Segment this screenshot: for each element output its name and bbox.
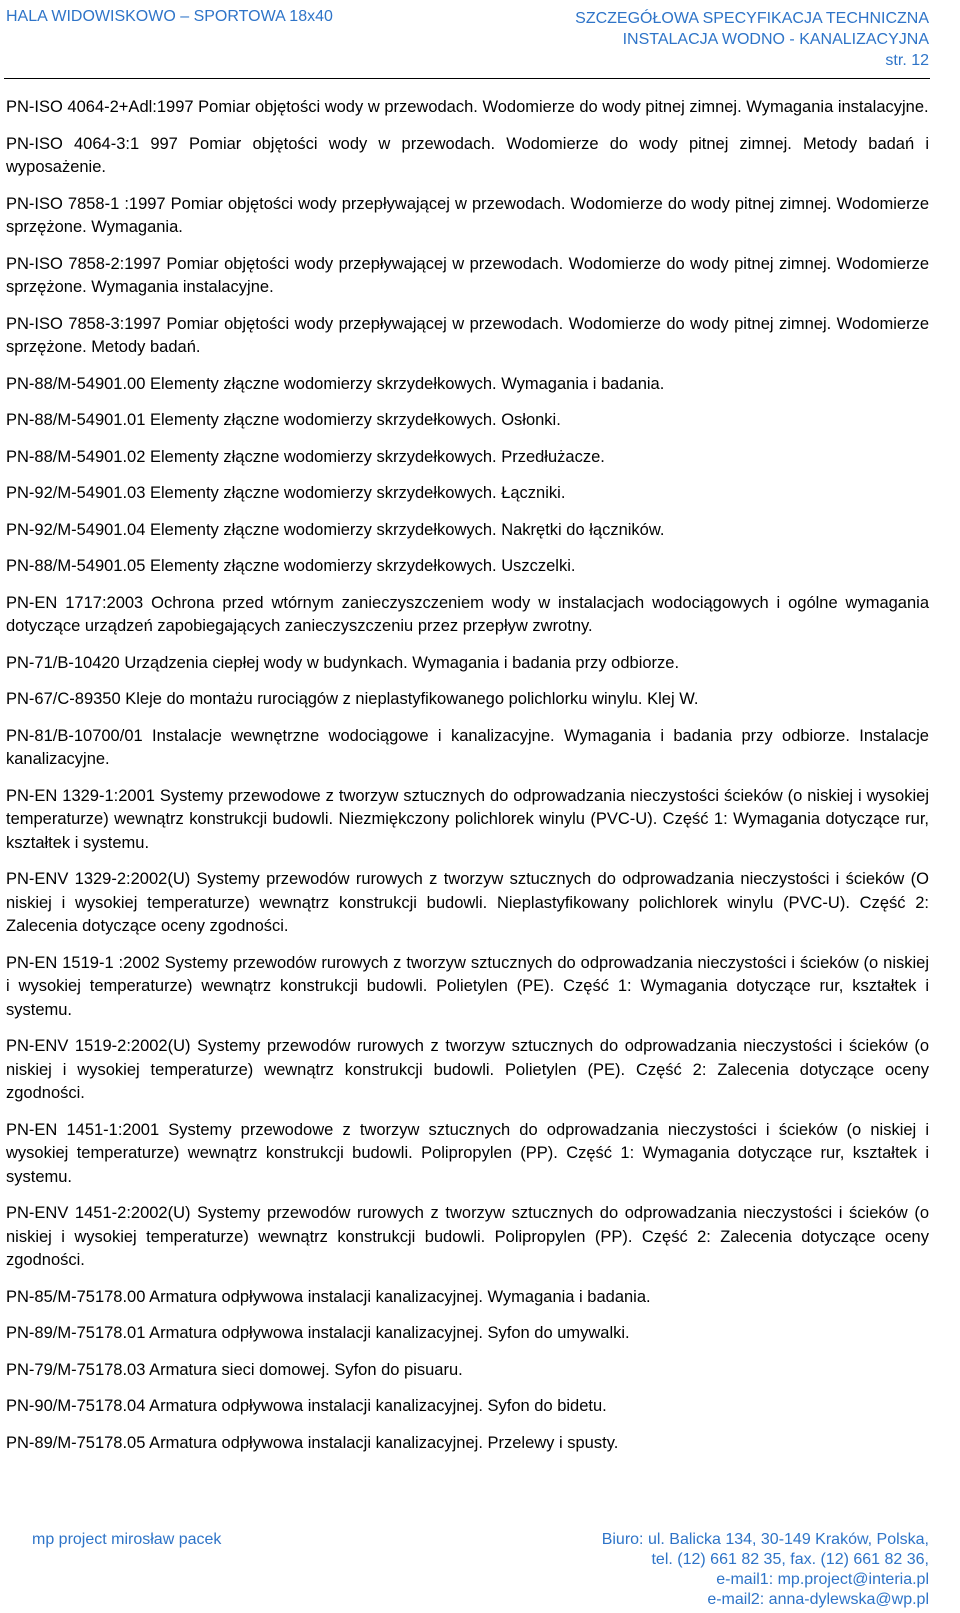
standard-entry: PN-89/M-75178.05 Armatura odpływowa instalacji kanalizacyjnej. Przelewy i spusty.	[6, 1433, 619, 1452]
standard-entry: PN-89/M-75178.01 Armatura odpływowa instalacji kanalizacyjnej. Syfon do umywalki.	[6, 1324, 630, 1342]
footer-address: Biuro: ul. Balicka 134, 30-149 Kraków, Polska,	[601, 1531, 929, 1548]
standard-entry: PN-EN 1717:2003 Ochrona przed wtórnym zanieczyszczeniem wody w instalacjach wodociągowych i ogólne wymagania dotyczące urządzeń zapobiegających zanieczyszczeniu przez przepływ zwrotny.	[6, 593, 929, 635]
standard-entry: PN-92/M-54901.03 Elementy złączne wodomierzy skrzydełkowych. Łączniki.	[6, 484, 566, 502]
standard-entry: PN-ISO 7858-3:1997 Pomiar objętości wody przepływającej w przewodach. Wodomierze do wody pitnej zimnej. Wodomierze sprzężone. Metody badań.	[6, 314, 929, 356]
standard-entry: PN-ISO 4064-2+Adl:1997 Pomiar objętości wody w przewodach. Wodomierze do wody pitnej zimnej. Wymagania instalacyjne.	[6, 98, 929, 116]
standard-entry: PN-71/B-10420 Urządzenia ciepłej wody w budynkach. Wymagania i badania przy odbiorze.	[6, 653, 680, 672]
footer-company-name: mp project mirosław pacek	[32, 1531, 222, 1548]
standard-entry: PN-ISO 7858-1 :1997 Pomiar objętości wody przepływającej w przewodach. Wodomierze do wody pitnej zimnej. Wodomierze sprzężone. Wymagania.	[6, 194, 929, 236]
header-spec-title: SZCZEGÓŁOWA SPECYFIKACJA TECHNICZNA	[575, 10, 929, 27]
footer-phone: tel. (12) 661 82 35, fax. (12) 661 82 36,	[651, 1551, 929, 1568]
standard-entry: PN-EN 1451-1:2001 Systemy przewodowe z tworzyw sztucznych do odprowadzania nieczystości i ścieków (o niskiej i wysokiej temperaturze) wewnątrz konstrukcji budowli. Polipropylen (PP). Część 1: Wymagania dotyczące rur, kształtek i systemu.	[6, 1120, 929, 1186]
standard-entry: PN-ISO 7858-2:1997 Pomiar objętości wody przepływającej w przewodach. Wodomierze do wody pitnej zimnej. Wodomierze sprzężone. Wymagania instalacyjne.	[6, 254, 929, 296]
header-project-title: HALA WIDOWISKOWO – SPORTOWA 18x40	[6, 8, 333, 25]
standard-entry: PN-92/M-54901.04 Elementy złączne wodomierzy skrzydełkowych. Nakrętki do łączników.	[6, 520, 665, 539]
standard-entry: PN-EN 1329-1:2001 Systemy przewodowe z tworzyw sztucznych do odprowadzania nieczystości ścieków (o niskiej i wysokiej temperaturze) wewnątrz konstrukcji budowli. Niezmiękczony polichlorek winylu (PVC-U). Część 1: Wymagania dotyczące rur, kształtek i systemu.	[6, 786, 929, 852]
standard-entry: PN-ENV 1329-2:2002(U) Systemy przewodów rurowych z tworzyw sztucznych do odprowadzania nieczystości i ścieków (O niskiej i wysokiej temperaturze) wewnątrz konstrukcji budowli. Nieplastyfikowany polichlorek winylu (PVC-U). Część 2: Zalecenia dotyczące oceny zgodności.	[6, 870, 929, 935]
footer-contact-block	[602, 1530, 929, 1610]
header-spec-block	[575, 8, 929, 71]
page-number: str. 12	[885, 52, 929, 69]
footer-email2: e-mail2: anna-dylewska@wp.pl	[707, 1591, 929, 1608]
standard-entry: PN-81/B-10700/01 Instalacje wewnętrzne wodociągowe i kanalizacyjne. Wymagania i badania przy odbiorze. Instalacje kanalizacyjne.	[6, 726, 929, 768]
header-divider	[4, 78, 930, 79]
standard-entry: PN-79/M-75178.03 Armatura sieci domowej. Syfon do pisuaru.	[6, 1360, 463, 1379]
page-footer	[0, 1530, 960, 1613]
standards-list	[6, 96, 929, 1468]
standard-entry: PN-90/M-75178.04 Armatura odpływowa instalacji kanalizacyjnej. Syfon do bidetu.	[6, 1397, 607, 1415]
header-spec-subtitle: INSTALACJA WODNO - KANALIZACYJNA	[622, 31, 929, 48]
standard-entry: PN-88/M-54901.00 Elementy złączne wodomierzy skrzydełkowych. Wymagania i badania.	[6, 374, 665, 393]
footer-email1: e-mail1: mp.project@interia.pl	[716, 1571, 929, 1588]
standard-entry: PN-88/M-54901.05 Elementy złączne wodomierzy skrzydełkowych. Uszczelki.	[6, 557, 576, 575]
standard-entry: PN-ENV 1451-2:2002(U) Systemy przewodów rurowych z tworzyw sztucznych do odprowadzania nieczystości i ścieków (o niskiej i wysokiej temperaturze) wewnątrz konstrukcji budowli. Polipropylen (PP). Część 2: Zalecenia dotyczące oceny zgodności.	[6, 1204, 929, 1269]
standard-entry: PN-85/M-75178.00 Armatura odpływowa instalacji kanalizacyjnej. Wymagania i badania.	[6, 1287, 651, 1306]
standard-entry: PN-88/M-54901.01 Elementy złączne wodomierzy skrzydełkowych. Osłonki.	[6, 411, 561, 429]
standard-entry: PN-ISO 4064-3:1 997 Pomiar objętości wody w przewodach. Wodomierze do wody pitnej zimnej. Metody badań i wyposażenie.	[6, 134, 929, 176]
standard-entry: PN-EN 1519-1 :2002 Systemy przewodów rurowych z tworzyw sztucznych do odprowadzania nieczystości i ścieków (o niskiej i wysokiej temperaturze) wewnątrz konstrukcji budowli. Polietylen (PE). Część 1: Wymagania dotyczące rur, kształtek i systemu.	[6, 953, 929, 1019]
standard-entry: PN-67/C-89350 Kleje do montażu rurociągów z nieplastyfikowanego polichlorku winylu. Klej W.	[6, 690, 699, 708]
standard-entry: PN-88/M-54901.02 Elementy złączne wodomierzy skrzydełkowych. Przedłużacze.	[6, 447, 605, 466]
standard-entry: PN-ENV 1519-2:2002(U) Systemy przewodów rurowych z tworzyw sztucznych do odprowadzania nieczystości i ścieków (o niskiej i wysokiej temperaturze) wewnątrz konstrukcji budowli. Polietylen (PE). Część 2: Zalecenia dotyczące oceny zgodności.	[6, 1037, 929, 1102]
page-header	[0, 0, 960, 90]
